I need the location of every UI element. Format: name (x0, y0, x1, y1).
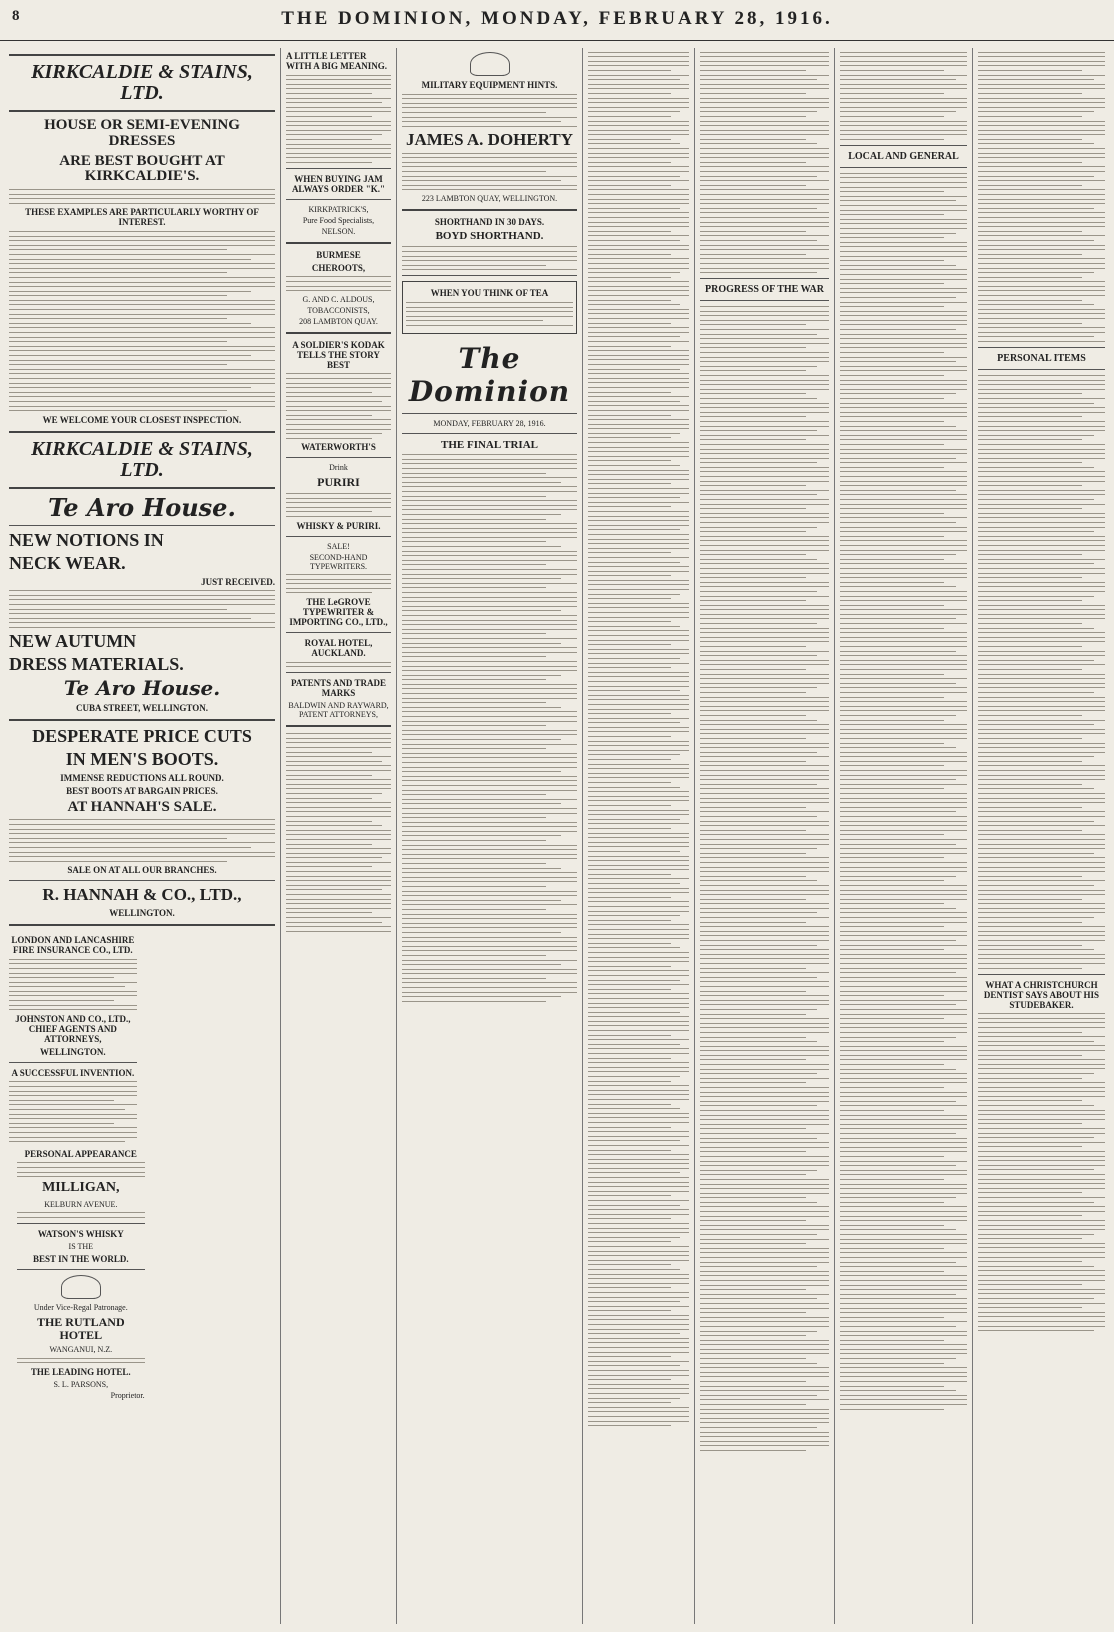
column-4 (582, 48, 694, 1624)
shorthand: SHORTHAND IN 30 DAYS. (434, 216, 545, 227)
kirkcaldie-welcome: WE WELCOME YOUR CLOSEST INSPECTION. (42, 414, 242, 425)
johnston: JOHNSTON AND CO., LTD., CHIEF AGENTS AND ATTORNEYS, (15, 1013, 131, 1044)
johnston-wellington: WELLINGTON. (40, 1046, 106, 1057)
article-text (700, 306, 829, 1451)
ad-body-text (402, 153, 577, 191)
hannah-wellington: WELLINGTON. (109, 908, 175, 919)
price-cuts-head-2: IN MEN'S BOOTS. (65, 748, 219, 769)
ad-body-text (286, 574, 391, 593)
kirkcaldie-title-footer: KIRKCALDIE & STAINS, LTD. (31, 437, 253, 481)
rutland-hotel: THE RUTLAND HOTEL (36, 1315, 125, 1342)
ad-body-text (9, 959, 137, 1011)
boyd-shorthand: BOYD SHORTHAND. (435, 229, 544, 242)
dentist-head: WHAT A CHRISTCHURCH DENTIST SAYS ABOUT HIS STUDEBAKER. (983, 979, 1100, 1010)
bargain-prices: BEST BOOTS AT BARGAIN PRICES. (66, 785, 218, 796)
ad-body-text (17, 1162, 145, 1177)
local-general: LOCAL AND GENERAL (848, 150, 959, 162)
crest-icon (470, 52, 510, 76)
crest-icon (61, 1275, 101, 1299)
aldous: G. AND C. ALDOUS, (302, 294, 375, 304)
doherty-address: 223 LAMBTON QUAY, WELLINGTON. (421, 193, 558, 203)
baldwin: BALDWIN AND RAYWARD, PATENT ATTORNEYS, (288, 701, 389, 720)
watsons-whisky: WATSON'S WHISKY (37, 1229, 124, 1239)
is-the: IS THE (68, 1242, 94, 1251)
immense-reductions: IMMENSE REDUCTIONS ALL ROUND. (60, 772, 224, 783)
ad-body-text (406, 302, 573, 326)
leading-hotel: THE LEADING HOTEL. (30, 1366, 131, 1377)
page-title: THE DOMINION, MONDAY, FEBRUARY 28, 1916. (281, 8, 833, 29)
military-hints: MILITARY EQUIPMENT HINTS. (421, 80, 558, 90)
tobacconists: TOBACCONISTS, (307, 305, 370, 315)
ad-body-text (17, 1358, 145, 1364)
dominion-flag: The Dominion (408, 341, 571, 408)
hannah-sale: AT HANNAH'S SALE. (67, 798, 217, 815)
column-6 (834, 48, 972, 1624)
proprietor: Proprietor. (110, 1390, 145, 1400)
waterworths: WATERWORTH'S (301, 442, 376, 453)
ad-body-text (286, 373, 391, 438)
aldous-address: 208 LAMBTON QUAY. (299, 316, 378, 326)
insurance-ad (9, 932, 137, 1146)
best-in-world: BEST IN THE WORLD. (33, 1254, 129, 1264)
ad-body-text (9, 231, 275, 411)
ad-body-text (402, 94, 577, 127)
cuba-street: CUBA STREET, WELLINGTON. (75, 702, 209, 713)
ad-body-text (286, 662, 391, 668)
column-7 (972, 48, 1110, 1624)
personal-items: PERSONAL ITEMS (997, 353, 1086, 364)
nelson: NELSON. (321, 226, 356, 236)
article-text (840, 173, 967, 1410)
ad-body-text (17, 1212, 145, 1218)
ad-body-text (9, 819, 275, 861)
article-text (286, 733, 391, 932)
ad-body-text (9, 590, 275, 628)
article-text (402, 454, 577, 1002)
neck-wear-head-2: NECK WEAR. (9, 552, 126, 573)
final-trial: THE FINAL TRIAL (441, 438, 538, 451)
price-cuts-head: DESPERATE PRICE CUTS (32, 725, 252, 746)
sale-label: SALE! (327, 541, 350, 551)
tea-ad (402, 281, 577, 333)
flag-date: MONDAY, FEBRUARY 28, 1916. (433, 418, 546, 428)
te-aro-house-2: Te Aro House. (63, 675, 221, 700)
kirkcaldie-head-2: ARE BEST BOUGHT AT KIRKCALDIE'S. (59, 152, 225, 185)
milligan-ad (17, 1146, 145, 1402)
kirkcaldie-examples: THESE EXAMPLES ARE PARTICULARLY WORTHY OF INTEREST. (25, 207, 259, 228)
ad-body-text (9, 1081, 137, 1142)
neck-wear-head: NEW NOTIONS IN (9, 529, 164, 550)
think-of-tea: WHEN YOU THINK OF TEA (430, 288, 549, 299)
ad-body-text (402, 246, 577, 270)
article-text (840, 52, 967, 140)
kodak-head: A SOLDIER'S KODAK TELLS THE STORY BEST (292, 339, 385, 370)
ad-body-text (286, 75, 391, 163)
ad-body-text (9, 189, 275, 204)
parsons: S. L. PARSONS, (53, 1379, 109, 1389)
article-text (700, 52, 829, 274)
when-buying-jam: WHEN BUYING JAM ALWAYS ORDER "K." (291, 173, 386, 194)
typewriters: SECOND-HAND TYPEWRITERS. (309, 552, 368, 571)
milligan: MILLIGAN, (42, 1180, 120, 1196)
puriri: PURIRI (317, 475, 360, 490)
london-lancs: LONDON AND LANCASHIRE FIRE INSURANCE CO., LTD. (11, 935, 135, 956)
successful-invention: A SUCCESSFUL INVENTION. (11, 1067, 135, 1078)
masthead (0, 0, 1114, 41)
page-number: 8 (12, 8, 20, 24)
article-text (978, 52, 1105, 342)
kelburn: KELBURN AVENUE. (44, 1199, 118, 1209)
autumn-head-2: DRESS MATERIALS. (9, 653, 184, 674)
wanganui: WANGANUI, N.Z. (49, 1345, 113, 1355)
column-3 (396, 48, 582, 1624)
progress-war: PROGRESS OF THE WAR (704, 284, 824, 296)
hannah-co: R. HANNAH & CO., LTD., (42, 885, 242, 905)
whisky-puriri: WHISKY & PURIRI. (296, 520, 381, 531)
legrove: THE LeGROVE TYPEWRITER & IMPORTING CO., LTD., (289, 597, 388, 628)
column-5 (694, 48, 834, 1624)
kirkcaldie-title: KIRKCALDIE & STAINS, LTD. (31, 61, 253, 104)
autumn-head: NEW AUTUMN (9, 631, 137, 652)
doherty: JAMES A. DOHERTY (405, 129, 574, 149)
ad-body-text (286, 493, 391, 517)
article-text (588, 52, 689, 1427)
te-aro-house: Te Aro House. (48, 492, 236, 522)
personal-appearance: PERSONAL APPEARANCE (24, 1148, 137, 1159)
kirkcaldie-head: HOUSE OR SEMI-EVENING DRESSES (44, 117, 240, 149)
little-letter: A LITTLE LETTER WITH A BIG MEANING. (286, 51, 388, 71)
cheroots: CHEROOTS, (311, 262, 366, 273)
drink: Drink (329, 463, 348, 473)
just-received: JUST RECEIVED. (201, 576, 275, 587)
column-2 (280, 48, 396, 1624)
patents: PATENTS AND TRADE MARKS (290, 678, 387, 699)
kirkpatricks: KIRKPATRICK'S, (308, 204, 369, 214)
ads-column (4, 48, 280, 1624)
royal-hotel: ROYAL HOTEL, AUCKLAND. (304, 638, 373, 659)
vice-regal: Under Vice-Regal Patronage. (33, 1303, 128, 1312)
sale-branches: SALE ON AT ALL OUR BRANCHES. (67, 865, 217, 876)
ad-body-text (286, 276, 391, 291)
article-text (978, 1013, 1105, 1331)
burmese: BURMESE (316, 249, 361, 260)
pure-food: Pure Food Specialists, (302, 215, 375, 225)
article-text (978, 375, 1105, 969)
